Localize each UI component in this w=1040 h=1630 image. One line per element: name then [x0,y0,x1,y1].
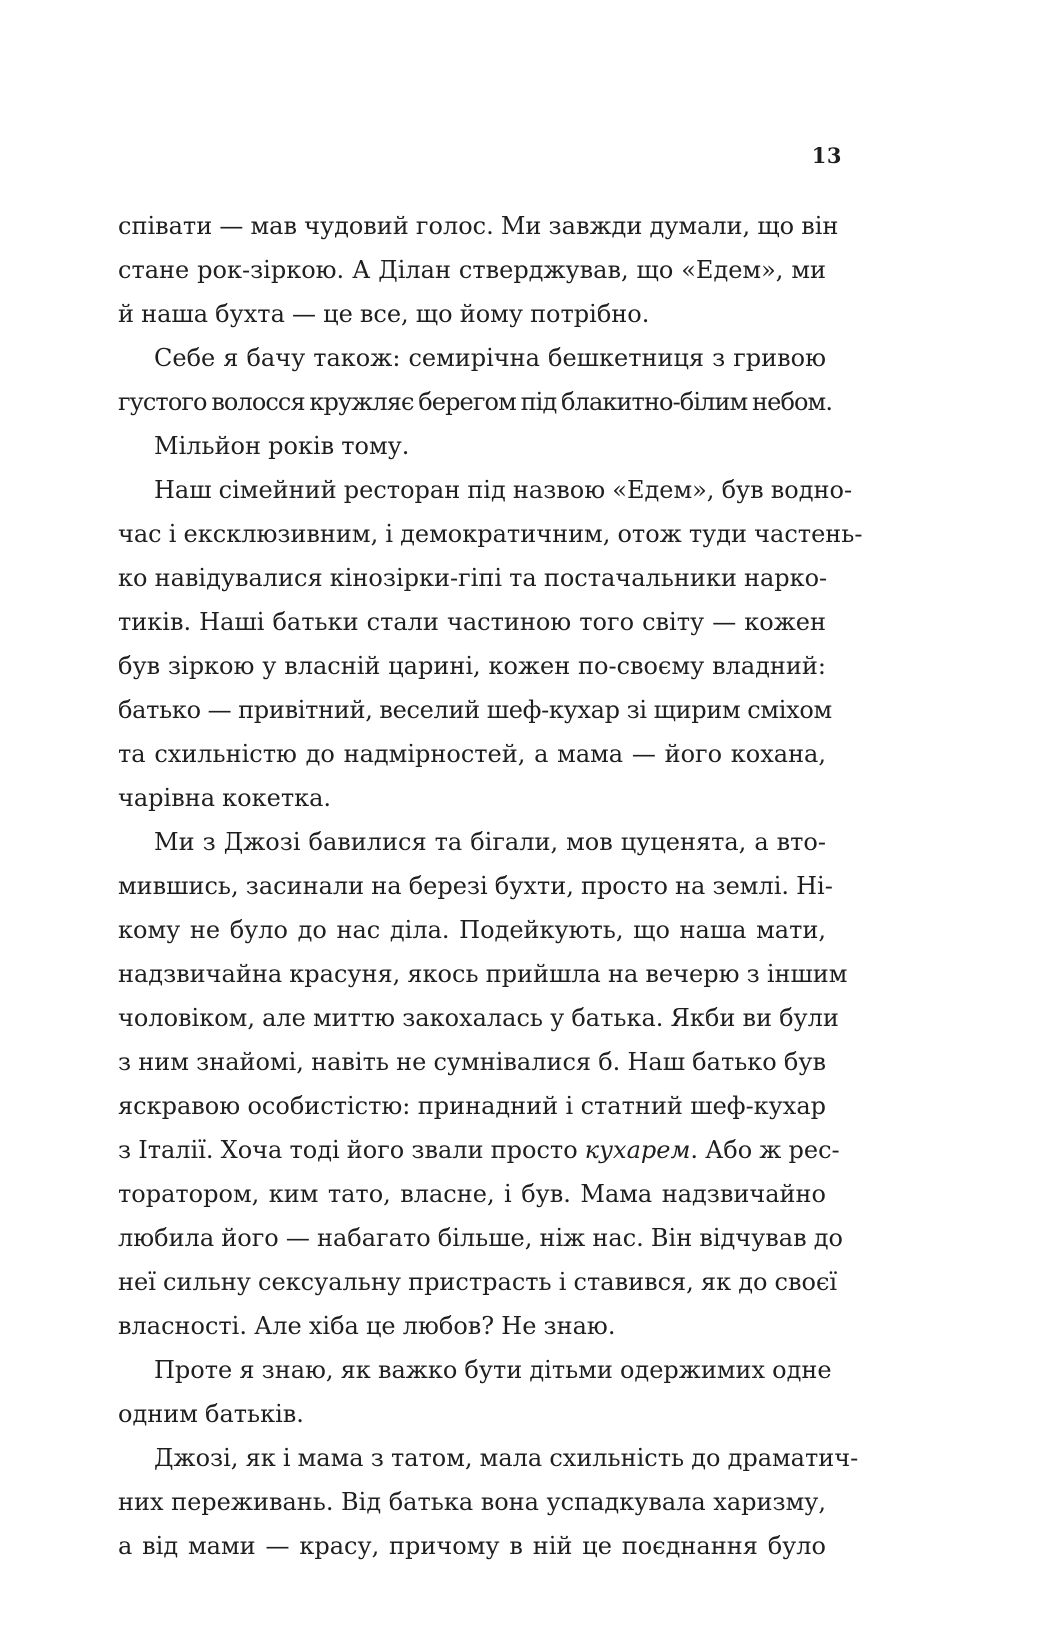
text-line: Проте я знаю, як важко бути дітьми одержимих одне [154,1356,832,1384]
text-line: яскравою особистістю: принадний і статний шеф-кухар [118,1092,826,1120]
text-line [118,1128,840,1172]
text-line: батько — привітний, веселий шеф-кухар зі щирим сміхом [118,696,832,724]
text-line: чарівна кокетка. [118,784,332,812]
text-line: час і ексклюзивним, і демократичним, отож туди частень- [118,520,863,548]
text-line: них переживань. Від батька вона успадкувала харизму, [118,1488,826,1516]
emphasis-word: кухарем [584,1136,691,1164]
text-line: кому не було до нас діла. Подейкують, що наша мати, [118,916,826,944]
text-line: ко навідувалися кінозірки-гіпі та постачальники нарко- [118,564,828,592]
body-text [118,204,863,1568]
text-line: Наш сімейний ресторан під назвою «Едем», був водно- [154,476,853,504]
text-line: з ним знайомі, навіть не сумнівалися б. Наш батько був [118,1048,826,1076]
text-line: чоловіком, але миттю закохалась у батька. Якби ви були [118,1004,839,1032]
text-line: любила його — набагато більше, ніж нас. Він відчував до [118,1224,843,1252]
page-number: 13 [811,143,842,168]
text-line: Ми з Джозі бавилися та бігали, мов цуценята, а вто- [154,828,826,856]
text-line: тиків. Наші батьки стали частиною того світу — кожен [118,608,826,636]
text-line: був зіркою у власній царині, кожен по-своєму владний: [118,652,826,680]
text-line: густого волосся кружляє берегом під блакитно-білим небом. [118,388,833,416]
text-line: власності. Але хіба це любов? Не знаю. [118,1312,616,1340]
text-line: мившись, засинали на березі бухти, просто на землі. Ні- [118,872,833,900]
text-line: Джозі, як і мама з татом, мала схильність до драматич- [154,1444,859,1472]
text-segment: з Італії. Хоча тоді його звали просто [118,1136,585,1164]
text-line: одним батьків. [118,1400,304,1428]
text-line: а від мами — красу, причому в ній це поєднання було [118,1532,826,1560]
text-line: та схильністю до надмірностей, а мама — його кохана, [118,740,826,768]
text-line: надзвичайна красуня, якось прийшла на вечерю з іншим [118,960,848,988]
text-line: неї сильну сексуальну пристрасть і ставився, як до своєї [118,1268,838,1296]
text-line: й наша бухта — це все, що йому потрібно. [118,300,650,328]
text-line: стане рок-зіркою. А Ділан стверджував, що «Едем», ми [118,256,826,284]
text-line: торатором, ким тато, власне, і був. Мама надзвичайно [118,1180,826,1208]
text-line: співати — мав чудовий голос. Ми завжди думали, що він [118,212,839,240]
text-line: Себе я бачу також: семирічна бешкетниця з гривою [154,344,826,372]
text-segment: . Або ж рес- [690,1136,840,1164]
text-line: Мільйон років тому. [154,432,410,460]
